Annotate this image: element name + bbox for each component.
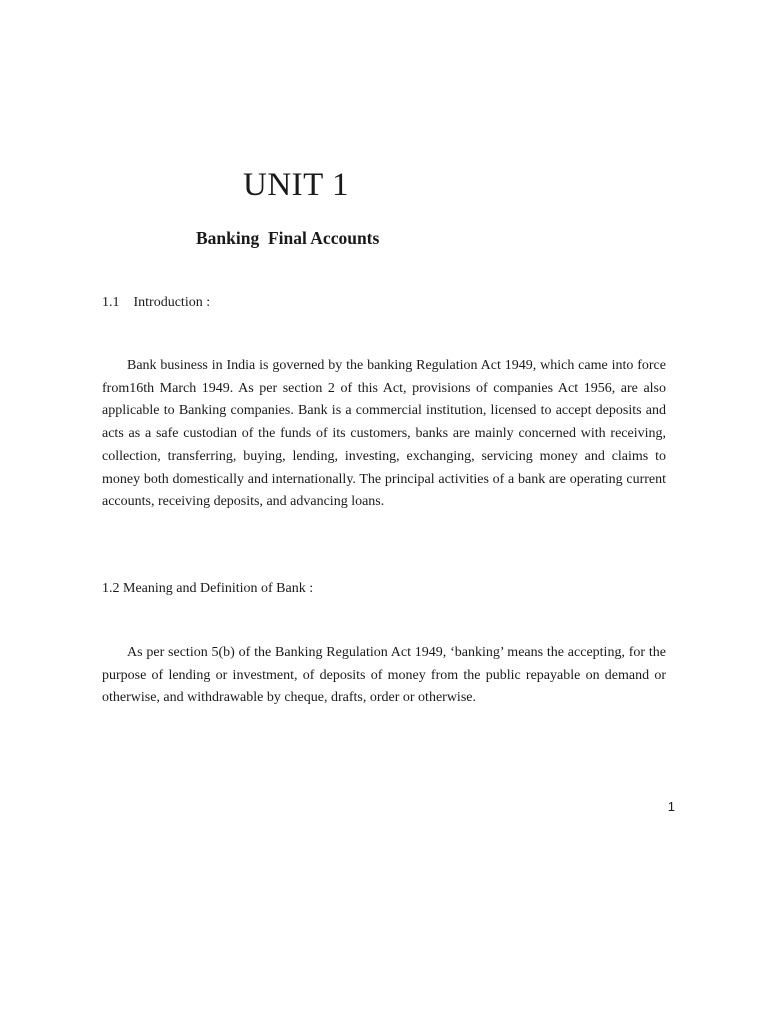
section-heading-definition: 1.2 Meaning and Definition of Bank :	[102, 581, 314, 596]
definition-paragraph: As per section 5(b) of the Banking Regulation Act 1949, ‘banking’ means the accepting, for the purpose of lending or investment, of deposits of money from the public repayable on demand or otherwise, and withdrawable by cheque, drafts, order or otherwise.	[102, 645, 666, 706]
unit-title: UNIT 1	[243, 167, 349, 203]
page-number: 1	[667, 799, 675, 814]
section-heading-introduction: 1.1 Introduction :	[102, 295, 211, 310]
document-subtitle: Banking Final Accounts	[196, 228, 380, 248]
introduction-paragraph: Bank business in India is governed by the banking Regulation Act 1949, which came into force from16th March 1949. As per section 2 of this Act, provisions of companies Act 1956, are also applicable to Banking companies. Bank is a commercial institution, licensed to accept deposits and acts as a safe custodian of the funds of its customers, banks are mainly concerned with receiving, collection, transferring, buying, lending, investing, exchanging, servicing money and claims to money both domestically and internationally. The principal activities of a bank are operating current accounts, receiving deposits, and advancing loans.	[102, 358, 666, 510]
